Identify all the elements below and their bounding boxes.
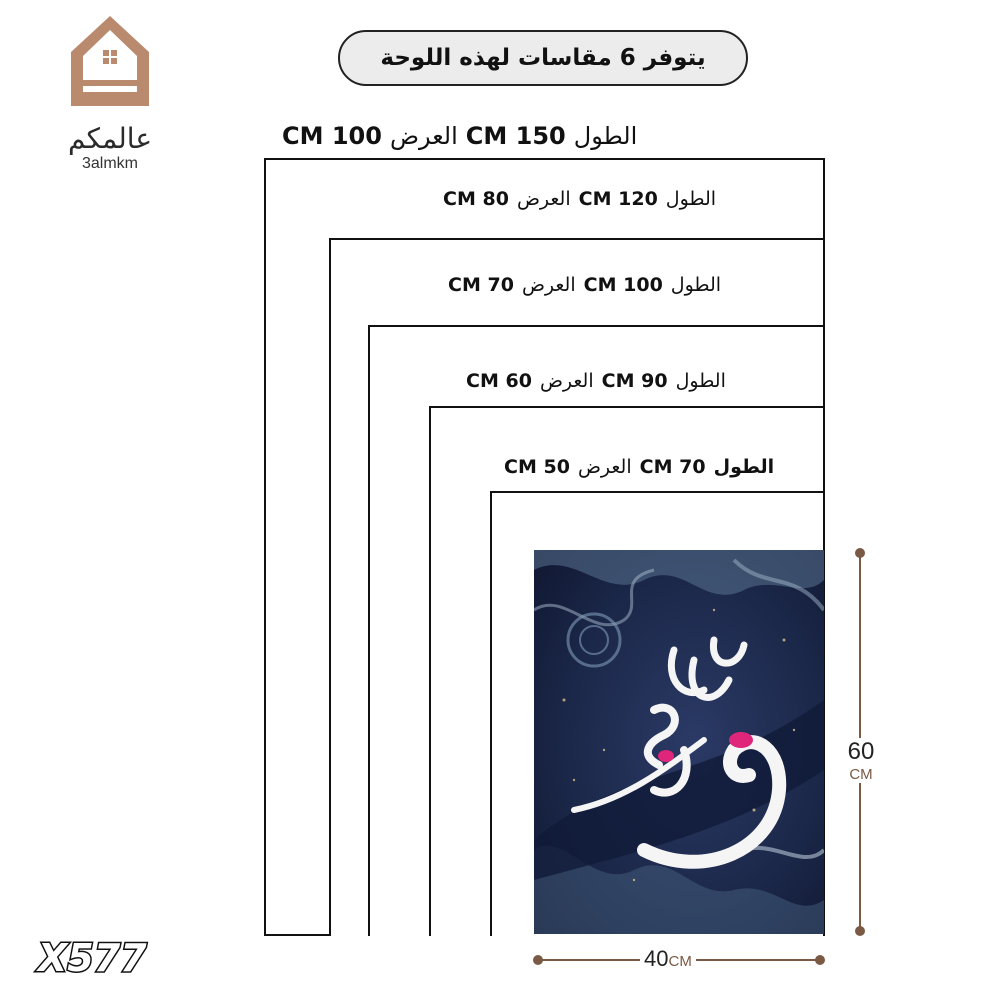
height-dimension-label: 60 CM	[842, 738, 880, 783]
size-label-120x80: الطول120 CMالعرض80 CM	[443, 188, 717, 210]
size-label-90x60: الطول90 CMالعرض60 CM	[466, 370, 726, 392]
house-logo-icon	[67, 12, 153, 112]
sizes-headline: يتوفر 6 مقاسات لهذه اللوحة	[338, 30, 748, 86]
size-label-150x100: الطول150 CMالعرض100 CM	[282, 122, 638, 150]
width-dimension-start	[533, 955, 543, 965]
height-dimension-end	[855, 926, 865, 936]
brand-name-latin: 3almkm	[81, 155, 138, 172]
width-dimension-label: 40CM	[640, 946, 696, 972]
height-dimension-start	[855, 548, 865, 558]
size-label-100x70: الطول100 CMالعرض70 CM	[448, 274, 722, 296]
brand-logo	[55, 12, 165, 172]
size-label-70x50: الطول70 CMالعرض50 CM	[504, 456, 775, 478]
product-code: X577	[38, 936, 147, 980]
width-dimension-end	[815, 955, 825, 965]
calligraphy-artwork	[534, 550, 824, 934]
brand-name-arabic: عالمكم	[67, 122, 153, 155]
